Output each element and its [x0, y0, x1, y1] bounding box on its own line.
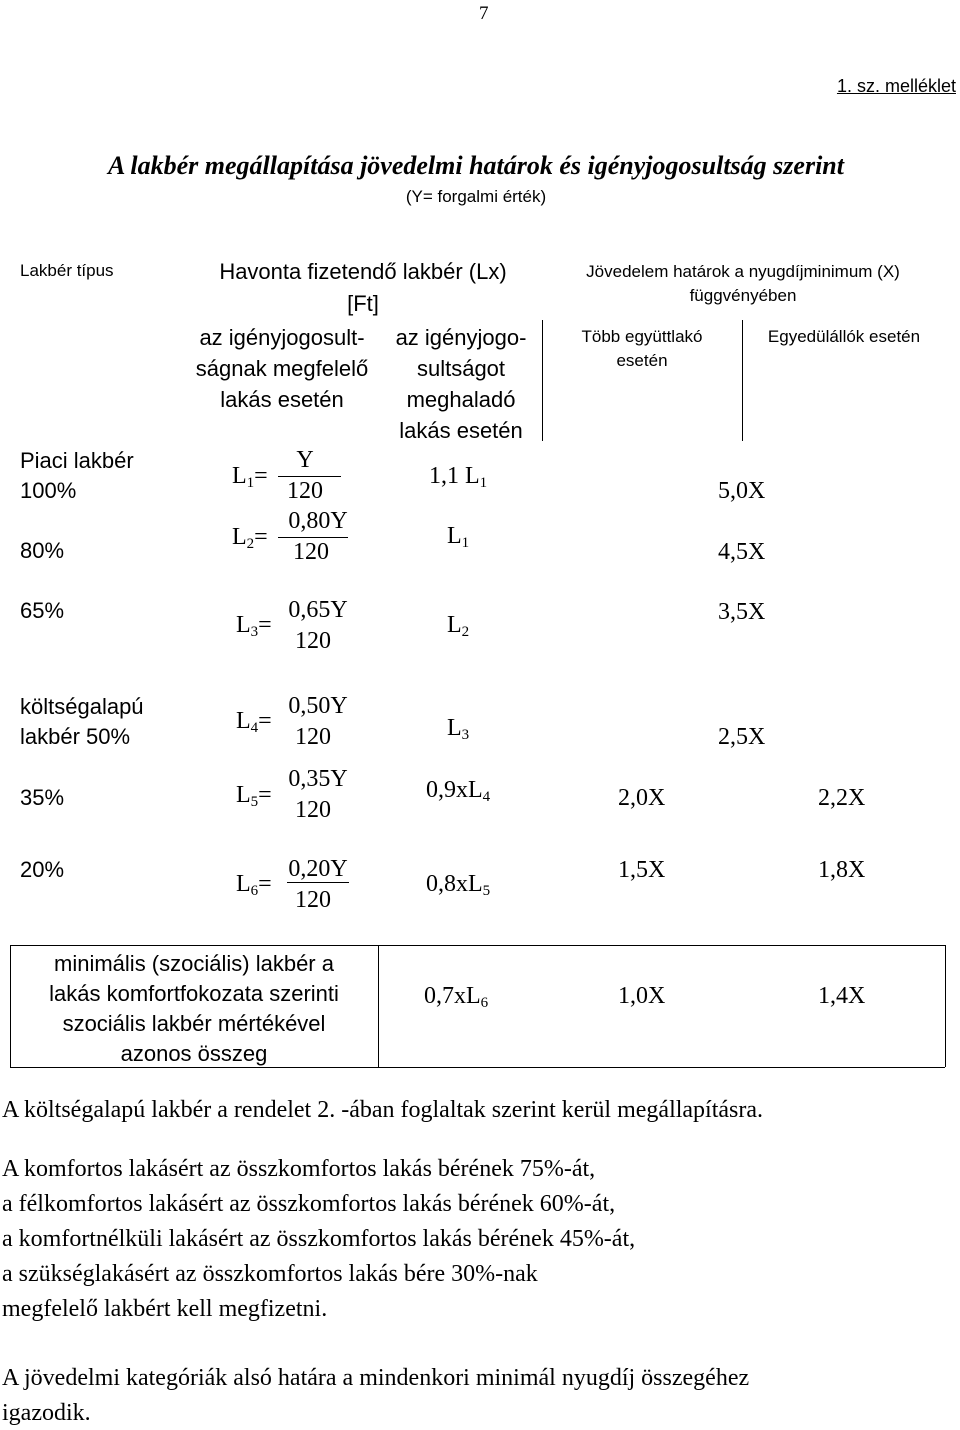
formula-subscript: 3 — [250, 624, 259, 640]
exceed-rent — [424, 981, 488, 1011]
rent-formula-lhs — [236, 869, 272, 899]
paragraph-comfort-line: a félkomfortos lakásért az összkomfortos lakás bérének 60%-át, — [2, 1191, 616, 1217]
row-type-label: 35% — [20, 785, 65, 810]
header-multi-occupant: Több együttlakó — [581, 327, 703, 346]
row-type-label: 80% — [20, 538, 65, 563]
formula-variable: L — [236, 782, 251, 808]
exceed-subscript: 3 — [461, 727, 470, 743]
exceed-value: 0,7xL — [424, 983, 481, 1009]
header-entitled-line: lakás esetén — [220, 387, 344, 412]
header-multi-occupant: esetén — [616, 351, 668, 370]
header-monthly-rent: Havonta fizetendő lakbér (Lx) — [219, 259, 507, 284]
social-rent-text: minimális (szociális) lakbér a — [54, 951, 334, 976]
exceed-subscript: 6 — [480, 995, 489, 1011]
header-exceeding-line: meghaladó — [406, 387, 516, 412]
paragraph-comfort-line: A komfortos lakásért az összkomfortos lakás bérének 75%-át, — [2, 1156, 596, 1182]
formula-denominator: 120 — [293, 539, 329, 565]
paragraph-income-line: igazodik. — [2, 1400, 91, 1426]
formula-denominator: 120 — [295, 887, 331, 913]
table-rule — [10, 945, 11, 1067]
header-single: Egyedülállók esetén — [767, 327, 921, 346]
exceed-rent — [426, 869, 490, 899]
header-income-limits: Jövedelem határok a nyugdíjminimum (X) — [586, 262, 900, 281]
income-limit-multi: 1,0X — [618, 983, 666, 1009]
formula-numerator: 0,35Y — [288, 766, 348, 792]
formula-variable: L — [232, 524, 247, 550]
exceed-value: 1,1 L — [429, 463, 480, 489]
exceed-rent — [447, 521, 469, 551]
rent-formula-lhs — [236, 706, 272, 736]
formula-numerator: Y — [296, 447, 314, 473]
page-number: 7 — [479, 3, 489, 24]
row-type-label: 100% — [20, 478, 77, 503]
table-rule — [742, 320, 743, 441]
header-rent-type: Lakbér típus — [20, 261, 114, 280]
formula-equals: = — [258, 612, 272, 638]
paragraph-comfort-line: megfelelő lakbért kell megfizetni. — [2, 1296, 328, 1322]
table-rule — [378, 945, 379, 1067]
exceed-rent — [447, 610, 469, 640]
exceed-rent — [447, 713, 469, 743]
page-subtitle: (Y= forgalmi érték) — [405, 187, 547, 206]
header-entitled-line: ságnak megfelelő — [195, 356, 369, 381]
income-limit-multi: 4,5X — [718, 539, 766, 565]
exceed-value: L — [447, 523, 462, 549]
header-exceeding-line: az igényjogo- — [395, 325, 527, 350]
paragraph-comfort-line: a komfortnélküli lakásért az összkomfortos lakás bérének 45%-át, — [2, 1226, 636, 1252]
paragraph-income-line: A jövedelmi kategóriák alsó határa a mindenkori minimál nyugdíj összegéhez — [2, 1365, 750, 1391]
formula-subscript: 1 — [246, 475, 255, 491]
rent-formula-lhs — [236, 610, 272, 640]
social-rent-text: lakás komfortfokozata szerinti — [49, 981, 339, 1006]
formula-numerator: 0,80Y — [288, 508, 348, 534]
table-rule — [945, 945, 946, 1067]
row-type-label: 65% — [20, 598, 65, 623]
formula-subscript: 2 — [246, 536, 255, 552]
exceed-rent — [426, 775, 490, 805]
rent-formula-lhs — [236, 780, 272, 810]
exceed-value: L — [447, 612, 462, 638]
rent-formula-lhs — [232, 522, 268, 552]
formula-denominator: 120 — [295, 797, 331, 823]
income-limit-single: 2,2X — [818, 785, 866, 811]
income-limit-single: 1,4X — [818, 983, 866, 1009]
exceed-value: 0,9xL — [426, 777, 483, 803]
income-limit-multi: 2,0X — [618, 785, 666, 811]
formula-variable: L — [236, 871, 251, 897]
formula-subscript: 4 — [250, 720, 259, 736]
header-income-limits: függvényében — [689, 286, 797, 305]
table-rule — [10, 1067, 945, 1068]
paragraph-cost-based: A költségalapú lakbér a rendelet 2. -ában foglaltak szerint kerül megállapításra. — [2, 1097, 764, 1123]
row-type-label: Piaci lakbér — [20, 448, 134, 473]
formula-numerator: 0,50Y — [288, 693, 348, 719]
table-rule — [542, 320, 543, 441]
exceed-subscript: 1 — [479, 475, 488, 491]
formula-subscript: 6 — [250, 883, 259, 899]
social-rent-text: szociális lakbér mértékével — [62, 1011, 326, 1036]
formula-variable: L — [232, 463, 247, 489]
formula-numerator: 0,20Y — [288, 856, 348, 882]
formula-denominator: 120 — [295, 628, 331, 654]
income-limit-multi: 3,5X — [718, 599, 766, 625]
formula-variable: L — [236, 708, 251, 734]
header-entitled-line: az igényjogosult- — [199, 325, 365, 350]
exceed-subscript: 2 — [461, 624, 470, 640]
row-type-label: lakbér 50% — [20, 724, 131, 749]
formula-equals: = — [254, 524, 268, 550]
exceed-subscript: 5 — [482, 883, 491, 899]
annex-label: 1. sz. melléklet — [836, 76, 956, 96]
header-monthly-rent-unit: [Ft] — [347, 291, 379, 316]
formula-numerator: 0,65Y — [288, 597, 348, 623]
income-limit-multi: 1,5X — [618, 857, 666, 883]
fraction-bar — [287, 882, 349, 883]
table-rule — [10, 945, 945, 946]
income-limit-multi: 5,0X — [718, 478, 766, 504]
page-title: A lakbér megállapítása jövedelmi határok és igényjogosultság szerint — [108, 151, 844, 180]
row-type-label: 20% — [20, 857, 65, 882]
social-rent-text: azonos összeg — [120, 1041, 268, 1066]
income-limit-single: 1,8X — [818, 857, 866, 883]
header-exceeding-line: lakás esetén — [399, 418, 523, 443]
row-type-label: költségalapú — [20, 694, 144, 719]
formula-variable: L — [236, 612, 251, 638]
exceed-rent — [429, 461, 487, 491]
rent-formula-lhs — [232, 461, 268, 491]
exceed-value: 0,8xL — [426, 871, 483, 897]
exceed-value: L — [447, 715, 462, 741]
paragraph-comfort-line: a szükséglakásért az összkomfortos lakás bére 30%-nak — [2, 1261, 538, 1287]
formula-equals: = — [254, 463, 268, 489]
formula-equals: = — [258, 708, 272, 734]
income-limit-multi: 2,5X — [718, 724, 766, 750]
exceed-subscript: 1 — [461, 535, 470, 551]
formula-denominator: 120 — [287, 478, 323, 504]
formula-equals: = — [258, 782, 272, 808]
formula-subscript: 5 — [250, 794, 259, 810]
header-exceeding-line: sultságot — [416, 356, 506, 381]
formula-equals: = — [258, 871, 272, 897]
exceed-subscript: 4 — [482, 789, 491, 805]
formula-denominator: 120 — [295, 724, 331, 750]
